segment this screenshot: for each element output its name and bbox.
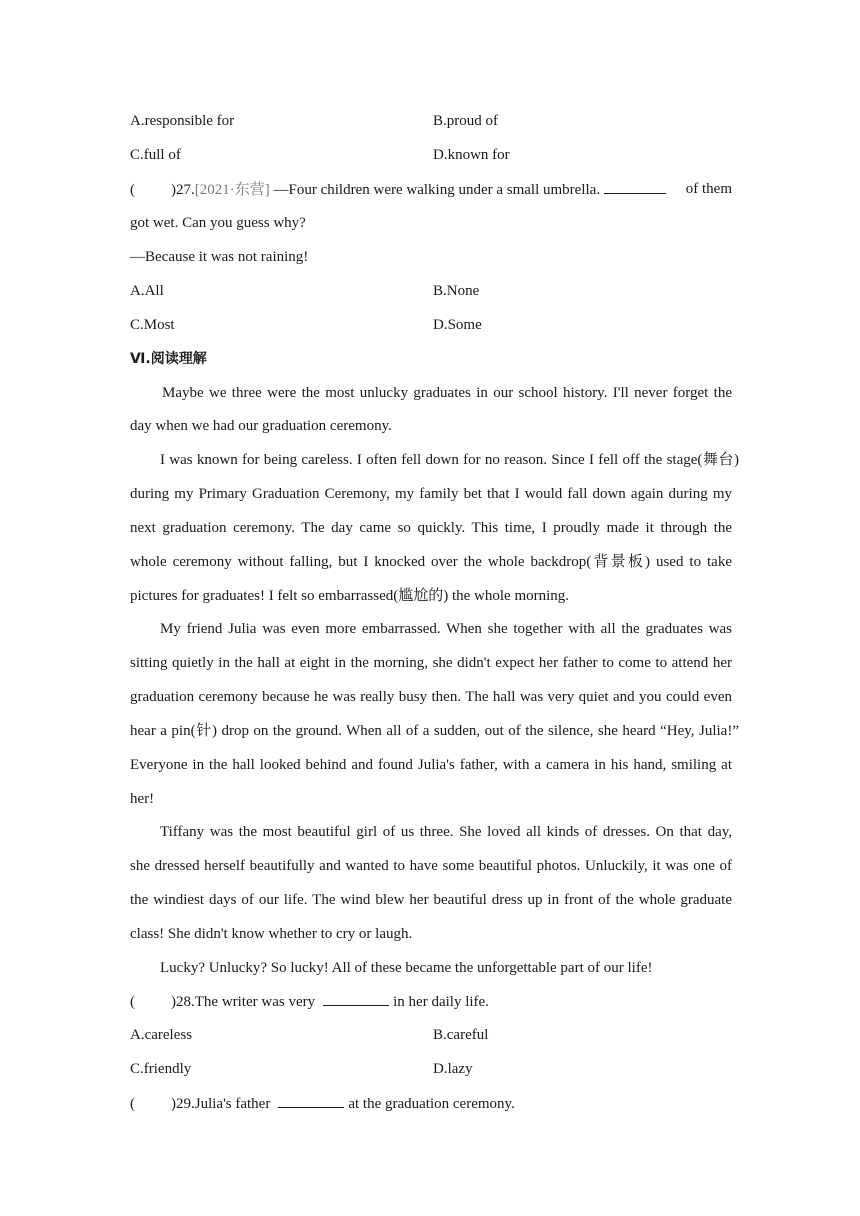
question-text: )28.The writer was very: [171, 994, 316, 1010]
question-text: in her daily life.: [393, 994, 489, 1010]
section-title: Ⅵ.阅读理解: [130, 351, 207, 367]
option-row: [130, 281, 740, 301]
answer-blank[interactable]: [323, 991, 389, 1006]
passage-line: she dressed herself beautifully and wanted to have some beautiful photos. Unluckily, it was one of: [130, 858, 732, 874]
passage-line: hear a pin(针) drop on the ground. When all of a sudden, out of the silence, she heard “Hey, Julia!”: [130, 723, 739, 739]
option-row: [130, 1025, 740, 1045]
passage-line: class! She didn't know whether to cry or laugh.: [130, 926, 413, 942]
passage-line: pictures for graduates! I felt so embarrassed(尴尬的) the whole morning.: [130, 588, 570, 604]
answer-blank[interactable]: [604, 179, 666, 194]
passage-line: Tiffany was the most beautiful girl of us three. She loved all kinds of dresses. On that day,: [160, 824, 732, 840]
question-source: [2021·东营]: [194, 182, 270, 198]
answer-paren-open: (: [130, 994, 135, 1010]
option-a: A.careless: [130, 1027, 193, 1043]
question-27-line: got wet. Can you guess why?: [130, 215, 306, 231]
passage-line: sitting quietly in the hall at eight in the morning, she didn't expect her father to come to attend her: [130, 655, 732, 671]
passage-line: I was known for being careless. I often fell down for no reason. Since I fell off the stage(舞台): [160, 452, 739, 468]
option-a: A.All: [130, 283, 164, 299]
option-d: D.lazy: [433, 1061, 473, 1077]
passage-line: her!: [130, 791, 155, 807]
option-d: D.known for: [433, 147, 510, 163]
option-c: C.friendly: [130, 1061, 192, 1077]
passage-line: graduation ceremony because he was really busy then. The hall was very quiet and you could even: [130, 689, 732, 705]
question-27-stem: [130, 179, 740, 200]
option-row: [130, 111, 740, 131]
question-29-stem: [130, 1093, 740, 1114]
option-row: [130, 315, 740, 335]
question-27-line: —Because it was not raining!: [130, 249, 309, 265]
option-b: B.proud of: [433, 113, 498, 129]
passage-line: whole ceremony without falling, but I knocked over the whole backdrop(背景板) used to take: [130, 554, 732, 570]
option-c: C.full of: [130, 147, 181, 163]
passage-line: next graduation ceremony. The day came so quickly. This time, I proudly made it through the: [130, 520, 732, 536]
passage-line: day when we had our graduation ceremony.: [130, 418, 392, 434]
question-text: at the graduation ceremony.: [348, 1096, 515, 1112]
passage-line: My friend Julia was even more embarrassed. When she together with all the graduates was: [160, 621, 732, 637]
question-28-stem: [130, 991, 740, 1012]
option-b: B.None: [433, 283, 480, 299]
option-a: A.responsible for: [130, 113, 235, 129]
answer-paren-open: (: [130, 1096, 135, 1112]
question-text: )29.Julia's father: [171, 1096, 271, 1112]
answer-paren-open: (: [130, 182, 135, 198]
option-row: [130, 1059, 740, 1079]
passage-line: Everyone in the hall looked behind and found Julia's father, with a camera in his hand, smiling at: [130, 757, 732, 773]
answer-paren-close: ): [171, 182, 176, 198]
passage-line: Maybe we three were the most unlucky graduates in our school history. I'll never forget the: [162, 385, 732, 401]
passage-line: Lucky? Unlucky? So lucky! All of these became the unforgettable part of our life!: [160, 960, 653, 976]
option-row: [130, 145, 740, 165]
question-text: of them: [685, 181, 732, 197]
option-c: C.Most: [130, 317, 175, 333]
option-d: D.Some: [433, 317, 482, 333]
passage-line: during my Primary Graduation Ceremony, my family bet that I would fall down again during my: [130, 486, 732, 502]
passage-line: the windiest days of our life. The wind blew her beautiful dress up in front of the whole graduate: [130, 892, 732, 908]
question-number: 27.: [176, 182, 195, 198]
answer-blank[interactable]: [278, 1093, 344, 1108]
option-b: B.careful: [433, 1027, 489, 1043]
question-text: —Four children were walking under a small umbrella.: [273, 182, 601, 198]
